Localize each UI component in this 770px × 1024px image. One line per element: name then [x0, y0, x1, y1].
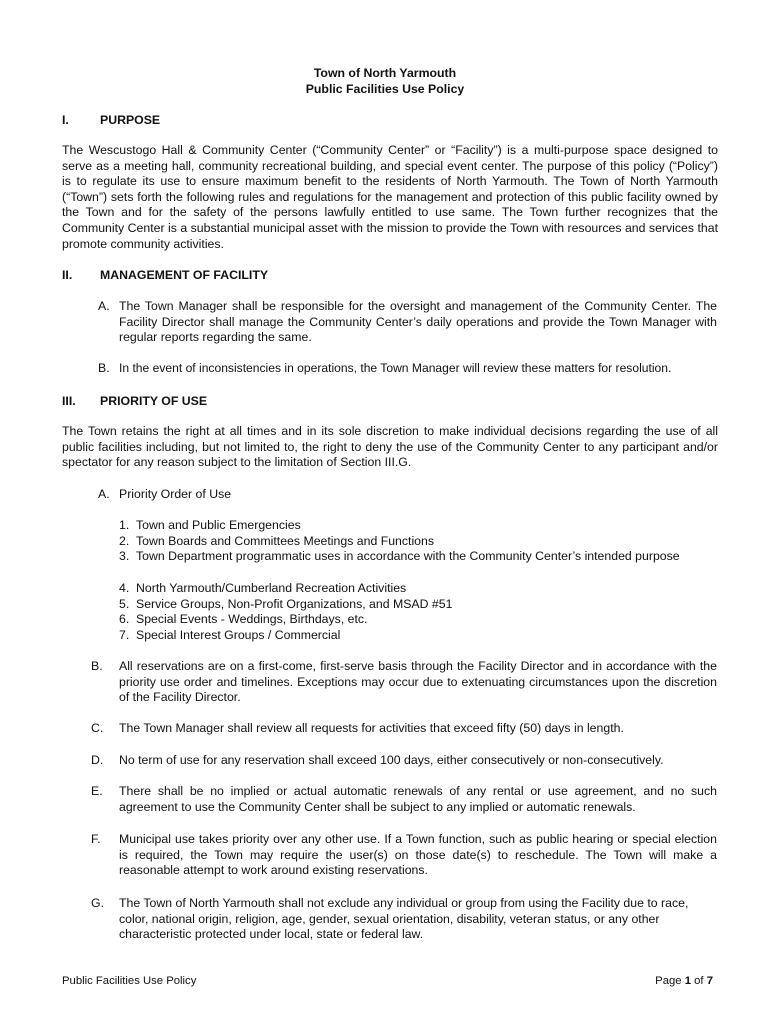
priority-intro-paragraph: The Town retains the right at all times and in its sole discretion to make individual decisions regarding the use of all public facilities including, but not limited to, the right to deny the use of the Community Center to any participant and/or spectator for any reason subject to the limitation of Section III.G.	[62, 424, 718, 470]
footer-page-of: of	[691, 975, 707, 987]
footer-current-page: 1	[684, 975, 691, 987]
priority-item-a-title: Priority Order of Use	[119, 487, 232, 501]
priority-order-text: Special Events - Weddings, Birthdays, etc.	[136, 612, 368, 626]
priority-item-b-text: All reservations are on a first-come, first-serve basis through the Facility Director and in accordance with the priority use order and timelines. Exceptions may occur due to extenuating circumstances upon the discretion of the Facility Director.	[119, 659, 717, 705]
priority-order-text: Special Interest Groups / Commercial	[136, 628, 341, 642]
priority-item-d-text: No term of use for any reservation shall exceed 100 days, either consecutively or non-consecutively.	[119, 753, 664, 767]
priority-item-e-label: E.	[91, 784, 103, 798]
section-number-purpose: I.	[62, 113, 69, 127]
priority-item-e-text: There shall be no implied or actual automatic renewals of any rental or use agreement, and no such agreement to use the Community Center shall be subject to any implied or automatic renewals.	[119, 784, 717, 814]
priority-item-f-label: F.	[91, 832, 101, 846]
section-title-purpose: PURPOSE	[100, 113, 161, 127]
section-number-management: II.	[62, 268, 73, 282]
priority-order-number: 3.	[119, 549, 130, 563]
priority-order-number: 5.	[119, 597, 130, 611]
priority-item-f-text: Municipal use takes priority over any other use. If a Town function, such as public hearing or special election is required, the Town may require the user(s) on those date(s) to reschedule. The Town will make a reasonable attempt to work around existing reservations.	[119, 832, 717, 878]
priority-item-b-label: B.	[91, 659, 103, 673]
priority-order-number: 1.	[119, 518, 130, 532]
priority-item-g-text: The Town of North Yarmouth shall not exclude any individual or group from using the Facility due to race, color, national origin, religion, age, gender, sexual orientation, disability, veteran status, or any other characteristic protected under local, state or federal law.	[119, 896, 689, 942]
priority-order-text: Town and Public Emergencies	[136, 518, 301, 532]
priority-order-number: 7.	[119, 628, 130, 642]
document-policy-title: Public Facilities Use Policy	[305, 82, 465, 96]
section-title-priority: PRIORITY OF USE	[100, 394, 208, 408]
priority-order-text: Service Groups, Non-Profit Organizations, and MSAD #51	[136, 597, 453, 611]
priority-order-number: 2.	[119, 534, 130, 548]
footer-total-pages: 7	[706, 975, 713, 987]
priority-order-text: Town Department programmatic uses in accordance with the Community Center’s intended purpose	[136, 549, 680, 563]
priority-item-c-text: The Town Manager shall review all requests for activities that exceed fifty (50) days in length.	[119, 721, 624, 735]
section-number-priority: III.	[62, 394, 76, 408]
management-item-b-label: B.	[98, 361, 110, 375]
management-item-b-text: In the event of inconsistencies in operations, the Town Manager will review these matters for resolution.	[119, 361, 672, 375]
management-item-a-label: A.	[98, 299, 110, 313]
priority-order-text: North Yarmouth/Cumberland Recreation Activities	[136, 581, 407, 595]
footer-page-number	[655, 974, 713, 990]
priority-item-c-label: C.	[91, 721, 104, 735]
priority-item-g-label: G.	[91, 896, 104, 910]
priority-item-a-label: A.	[98, 487, 110, 501]
purpose-paragraph: The Wescustogo Hall & Community Center (“Community Center” or “Facility”) is a multi-purpose space designed to serve as a meeting hall, community recreational building, and special event center. The purpose of this policy (“Policy”) is to regulate its use to ensure maximum benefit to the residents of North Yarmouth. The Town of North Yarmouth (“Town”) sets forth the following rules and regulations for the management and protection of this public facility owned by the Town and for the safety of the persons lawfully entitled to use same. The Town further recognizes that the Community Center is a substantial municipal asset with the mission to provide the Town with resources and services that promote community activities.	[62, 143, 718, 251]
footer-page-prefix: Page	[655, 975, 685, 987]
priority-order-number: 4.	[119, 581, 130, 595]
priority-order-text: Town Boards and Committees Meetings and Functions	[136, 534, 435, 548]
footer-document-title: Public Facilities Use Policy	[62, 975, 197, 987]
management-item-a-text: The Town Manager shall be responsible for the oversight and management of the Community Center. The Facility Director shall manage the Community Center’s daily operations and provide the Town Manager with regular reports regarding the same.	[119, 299, 717, 345]
document-town-title: Town of North Yarmouth	[313, 66, 457, 80]
priority-order-number: 6.	[119, 612, 130, 626]
section-title-management: MANAGEMENT OF FACILITY	[100, 268, 269, 282]
priority-item-d-label: D.	[91, 753, 104, 767]
